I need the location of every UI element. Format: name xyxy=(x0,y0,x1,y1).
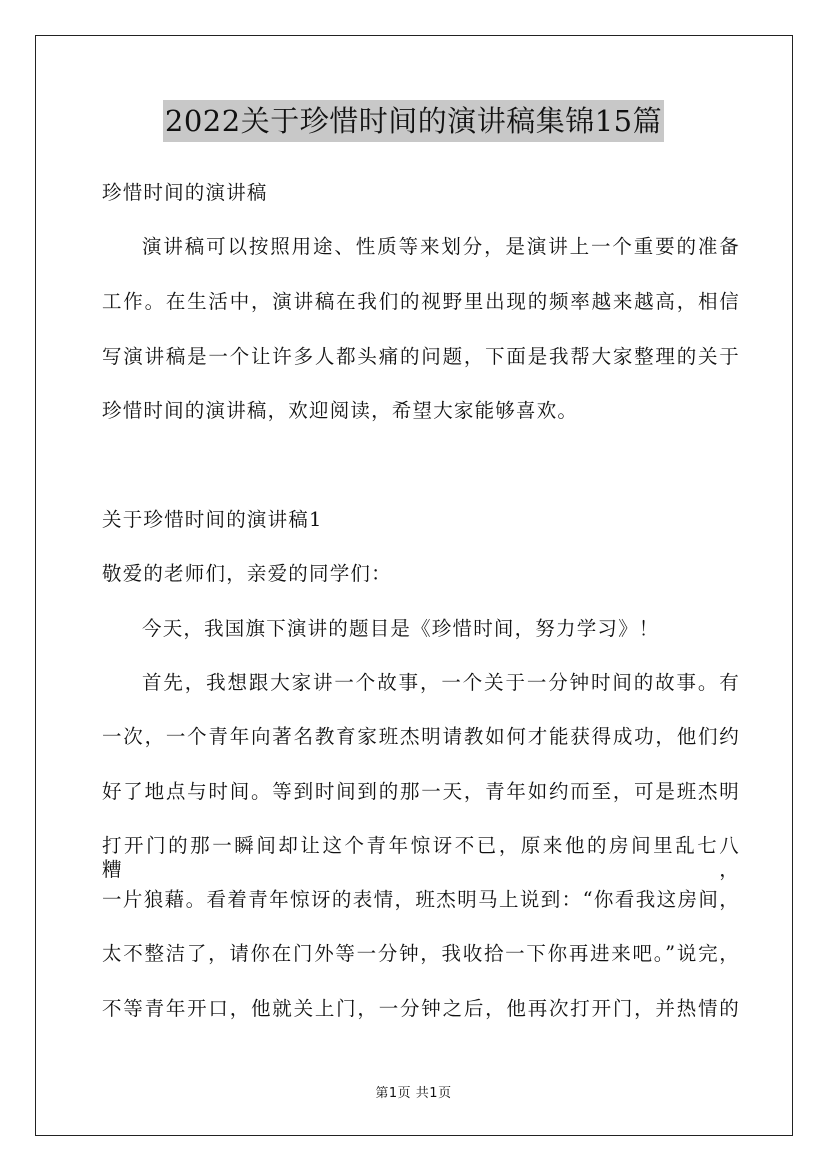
salutation: 敬爱的老师们，亲爱的同学们： xyxy=(102,562,392,585)
paragraph-line: 不等青年开口，他就关上门，一分钟之后，他再次打开门，并热情的 xyxy=(102,997,740,1020)
section-heading: 珍惜时间的演讲稿 xyxy=(102,181,268,204)
paragraph-line: 写演讲稿是一个让许多人都头痛的问题，下面是我帮大家整理的关于 xyxy=(102,345,740,368)
paragraph-line: 演讲稿可以按照用途、性质等来划分，是演讲上一个重要的准备 xyxy=(142,235,740,258)
paragraph-line: 好了地点与时间。等到时间到的那一天，青年如约而至，可是班杰明 xyxy=(102,780,740,803)
document-title: 2022关于珍惜时间的演讲稿集锦15篇 xyxy=(163,100,664,142)
paragraph-line: 太不整洁了，请你在门外等一分钟，我收拾一下你再进来吧。”说完， xyxy=(102,942,740,965)
paragraph-line: 工作。在生活中，演讲稿在我们的视野里出现的频率越来越高，相信 xyxy=(102,290,740,313)
paragraph-line: 一次，一个青年向著名教育家班杰明请教如何才能获得成功，他们约 xyxy=(102,725,740,748)
paragraph-line: 首先，我想跟大家讲一个故事，一个关于一分钟时间的故事。有 xyxy=(142,671,740,694)
paragraph-line: 打开门的那一瞬间却让这个青年惊讶不已，原来他的房间里乱七八糟， xyxy=(102,834,740,881)
title-container xyxy=(0,100,827,142)
page-footer: 第1页 共1页 xyxy=(375,1086,452,1101)
paragraph-line: 珍惜时间的演讲稿，欢迎阅读，希望大家能够喜欢。 xyxy=(102,399,579,422)
section-heading: 关于珍惜时间的演讲稿1 xyxy=(102,508,323,531)
paragraph-line: 一片狼藉。看着青年惊讶的表情，班杰明马上说到：“你看我这房间， xyxy=(102,888,740,911)
paragraph-line: 今天，我国旗下演讲的题目是《珍惜时间，努力学习》！ xyxy=(142,617,660,640)
